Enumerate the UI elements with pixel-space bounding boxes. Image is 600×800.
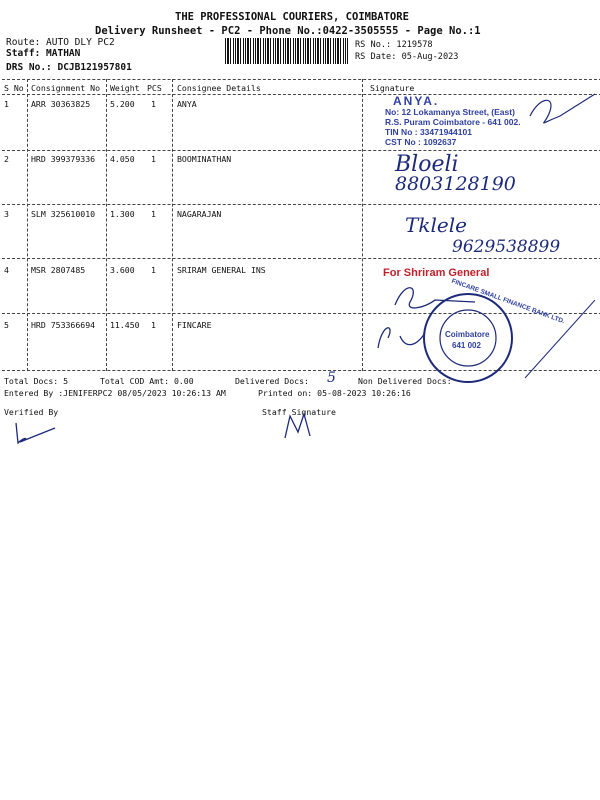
- printed-on: Printed on: 05-08-2023 10:26:16: [258, 388, 411, 398]
- row-sno: 1: [4, 99, 9, 109]
- anya-stamp-title: ANYA.: [393, 94, 440, 108]
- row-consignment: HRD 399379336: [31, 154, 96, 164]
- delivered-docs: Delivered Docs:: [235, 376, 309, 386]
- row-weight: 5.200: [110, 99, 135, 109]
- fincare-seal-text: FINCARE SMALL FINANCE BANK LTD.: [450, 277, 566, 326]
- col-sno: S No: [4, 83, 24, 93]
- row-pcs: 1: [151, 265, 156, 275]
- anya-signature-scribble: [500, 86, 600, 136]
- runsheet-title: Delivery Runsheet - PC2 - Phone No.:0422-3505555 - Page No.:1: [95, 25, 481, 37]
- row-pcs: 1: [151, 320, 156, 330]
- row-pcs: 1: [151, 154, 156, 164]
- sriram-stamp: For Shriram General: [383, 267, 490, 279]
- row-consignment: SLM 325610010: [31, 209, 96, 219]
- staff-signature-mark: [280, 410, 320, 442]
- row2-phone: 8803128190: [395, 173, 516, 195]
- row-consignment: ARR 30363825: [31, 99, 91, 109]
- fincare-signature-scribble: [370, 318, 430, 354]
- entered-by: Entered By :JENIFERPC2 08/05/2023 10:26:13 AM: [4, 388, 226, 398]
- fincare-seal-pin: 641 002: [452, 341, 481, 350]
- barcode: [225, 38, 348, 64]
- col-weight: Weight: [110, 83, 140, 93]
- row-consignment: HRD 753366694: [31, 320, 96, 330]
- route: Route: AUTO DLY PC2: [6, 37, 115, 48]
- anya-stamp-line: R.S. Puram Coimbatore - 641 002.: [385, 117, 521, 127]
- col-pcs: PCS: [147, 83, 162, 93]
- col-consignee: Consignee Details: [177, 83, 261, 93]
- total-cod: Total COD Amt: 0.00: [100, 376, 194, 386]
- anya-stamp-line: CST No : 1092637: [385, 137, 457, 147]
- diagonal-line: [520, 300, 600, 380]
- row-consignee: FINCARE: [177, 320, 212, 330]
- row-sno: 2: [4, 154, 9, 164]
- row3-signature: Tklele: [405, 213, 467, 237]
- anya-stamp-line: TIN No : 33471944101: [385, 127, 472, 137]
- non-delivered-docs: Non Delivered Docs:: [358, 376, 452, 386]
- company-name: THE PROFESSIONAL COURIERS, COIMBATORE: [175, 11, 409, 23]
- row-pcs: 1: [151, 99, 156, 109]
- row-weight: 4.050: [110, 154, 135, 164]
- col-consignment: Consignment No: [31, 83, 101, 93]
- row-sno: 3: [4, 209, 9, 219]
- staff-signature-label: Staff Signature: [262, 407, 336, 417]
- row-consignee: BOOMINATHAN: [177, 154, 232, 164]
- row-consignee: ANYA: [177, 99, 197, 109]
- rs-date: RS Date: 05-Aug-2023: [355, 52, 459, 62]
- verified-by-signature: [10, 418, 60, 448]
- row-weight: 3.600: [110, 265, 135, 275]
- row-weight: 1.300: [110, 209, 135, 219]
- row-consignment: MSR 2807485: [31, 265, 86, 275]
- delivered-docs-handwritten: 5: [327, 370, 336, 386]
- staff: Staff: MATHAN: [6, 48, 81, 59]
- row-sno: 5: [4, 320, 9, 330]
- fincare-seal-city: Coimbatore: [445, 330, 490, 339]
- anya-stamp-line: No: 12 Lokamanya Street, (East): [385, 107, 515, 117]
- row-sno: 4: [4, 265, 9, 275]
- verified-by-label: Verified By: [4, 407, 59, 417]
- row-weight: 11.450: [110, 320, 140, 330]
- col-signature: Signature: [370, 83, 415, 93]
- row2-signature: Bloeli: [395, 152, 459, 177]
- row3-phone: 9629538899: [452, 237, 561, 257]
- row-pcs: 1: [151, 209, 156, 219]
- rs-number: RS No.: 1219578: [355, 40, 433, 50]
- drs-number: DRS No.: DCJB121957801: [6, 62, 132, 73]
- total-docs: Total Docs: 5: [4, 376, 69, 386]
- row-consignee: NAGARAJAN: [177, 209, 222, 219]
- row-consignee: SRIRAM GENERAL INS: [177, 265, 266, 275]
